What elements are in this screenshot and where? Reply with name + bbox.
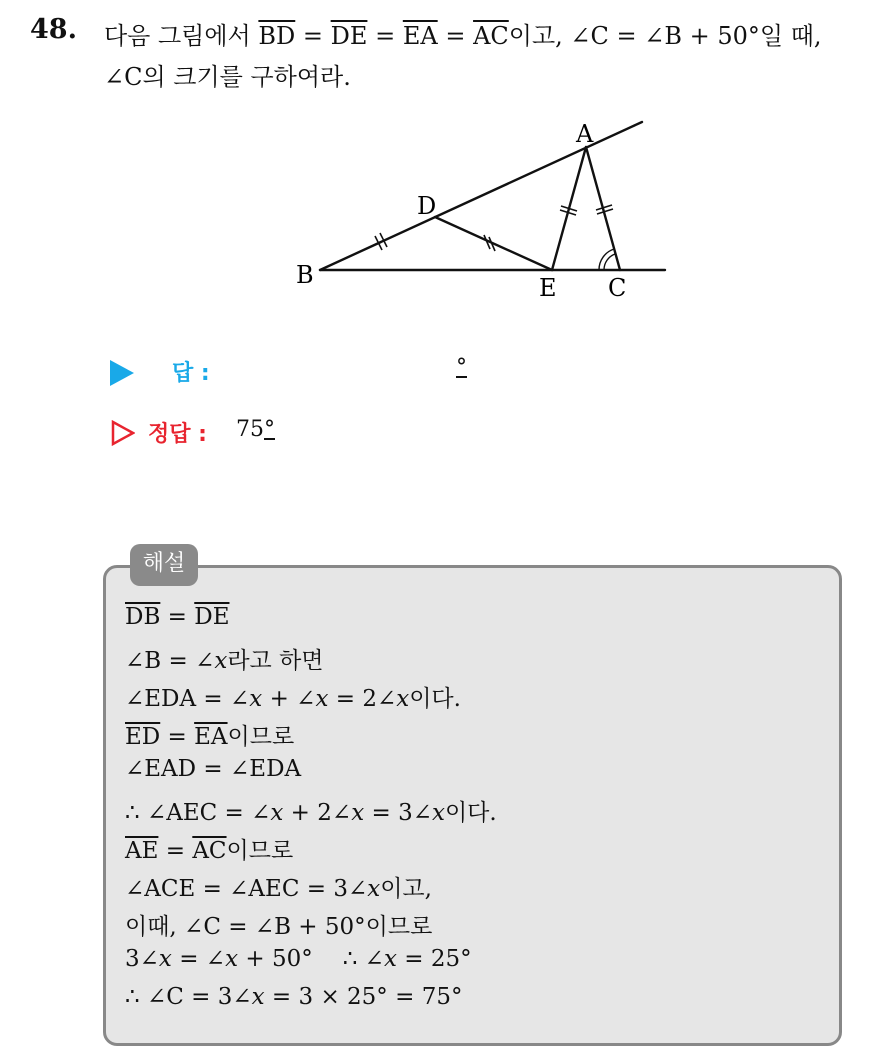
math-text: 3∠: [125, 946, 159, 972]
math-text: ∴ ∠: [342, 946, 384, 972]
math-text: 이때, ∠C = ∠B + 50°이므로: [125, 914, 433, 940]
explanation-line-8: [125, 870, 432, 903]
question-number: 48.: [30, 14, 77, 45]
explanation-line-3: [125, 680, 461, 713]
variable-x: x: [251, 984, 265, 1010]
variable-x: x: [249, 686, 263, 712]
variable-x: x: [214, 648, 228, 674]
variable-x: x: [158, 946, 172, 972]
math-text: 이다.: [444, 800, 497, 826]
math-text: ∴ ∠AEC = ∠: [125, 800, 271, 826]
line-ba-extended: [320, 122, 642, 270]
equals-sign: =: [160, 604, 195, 630]
point-d-label: D: [417, 192, 437, 220]
variable-x: x: [383, 946, 397, 972]
angle-c-mark: [599, 249, 615, 270]
math-text: 이다.: [409, 686, 461, 712]
segment-de: $\overline{DE}$: [330, 22, 368, 50]
math-text: + 50°: [238, 946, 313, 972]
math-text: ∠B = ∠: [125, 648, 215, 674]
explanation-line-7: [125, 832, 293, 865]
explanation-tab: 해설: [130, 544, 198, 586]
segment-ed: $\overline{ED}$: [125, 724, 161, 750]
segment-ae: $\overline{AE}$: [125, 838, 159, 864]
segment-db: $\overline{DB}$: [125, 604, 161, 630]
variable-x: x: [431, 800, 445, 826]
segment-ea: $\overline{EA}$: [402, 22, 438, 50]
variable-x: x: [351, 800, 365, 826]
point-b-label: B: [296, 261, 314, 289]
variable-x: x: [225, 946, 239, 972]
answer-row: [110, 355, 510, 391]
explanation-line-1: [125, 604, 229, 630]
math-text: ∠EDA = ∠: [125, 686, 250, 712]
math-text: = 3 × 25° = 75°: [264, 984, 463, 1010]
answer-unit: °: [456, 355, 467, 380]
segment-ac: $\overline{AC}$: [473, 22, 509, 50]
equals-sign: =: [160, 724, 195, 750]
explanation-line-5: [125, 756, 301, 782]
geometry-figure: [290, 110, 680, 310]
segment-de-line: [435, 217, 552, 270]
correct-answer-number: 75: [236, 417, 264, 442]
equals-sign: =: [375, 22, 396, 50]
correct-answer-value: [236, 417, 275, 442]
math-text: ∠ACE = ∠AEC = 3∠: [125, 876, 368, 902]
math-text: 이므로: [227, 724, 295, 750]
point-e-label: E: [539, 274, 557, 302]
segment-de: $\overline{DE}$: [194, 604, 230, 630]
question-condition: 이고, ∠C = ∠B + 50°일 때,: [508, 22, 822, 50]
math-text: = 3∠: [364, 800, 432, 826]
correct-answer-label: 정답 :: [148, 422, 207, 447]
question-line-1: [104, 16, 822, 51]
correct-answer-row: [110, 416, 510, 452]
explanation-line-11: [125, 984, 462, 1010]
variable-x: x: [270, 800, 284, 826]
answer-input[interactable]: [230, 355, 450, 385]
explanation-line-6: [125, 794, 497, 827]
explanation-line-10: [125, 946, 472, 972]
question-line-2: ∠C의 크기를 구하여라.: [104, 63, 351, 91]
math-text: ∴ ∠C = 3∠: [125, 984, 252, 1010]
variable-x: x: [396, 686, 410, 712]
segment-ac: $\overline{AC}$: [192, 838, 227, 864]
math-text: 라고 하면: [227, 648, 324, 674]
math-text: 이고,: [380, 876, 432, 902]
explanation-line-4: [125, 718, 294, 751]
math-text: + ∠: [262, 686, 316, 712]
variable-x: x: [315, 686, 329, 712]
math-text: = 2∠: [328, 686, 397, 712]
equals-sign: =: [158, 838, 193, 864]
explanation-line-2: [125, 642, 324, 675]
math-text: + 2∠: [283, 800, 352, 826]
question-prefix: 다음 그림에서: [104, 22, 251, 50]
math-text: 이므로: [226, 838, 294, 864]
segment-bd: $\overline{BD}$: [258, 22, 296, 50]
segment-ea: $\overline{EA}$: [194, 724, 228, 750]
equals-sign: =: [302, 22, 324, 50]
explanation-line-9: [125, 908, 432, 941]
outline-triangle-icon: [111, 420, 135, 446]
math-text: ∠EAD = ∠EDA: [125, 756, 302, 782]
math-text: = 25°: [396, 946, 472, 972]
math-text: = ∠: [171, 946, 226, 972]
play-triangle-icon: [110, 360, 134, 386]
point-a-label: A: [576, 120, 594, 148]
correct-answer-unit: °: [264, 417, 275, 442]
equals-sign: =: [445, 22, 466, 50]
variable-x: x: [367, 876, 381, 902]
point-c-label: C: [608, 274, 627, 302]
answer-label: 답 :: [172, 361, 210, 386]
